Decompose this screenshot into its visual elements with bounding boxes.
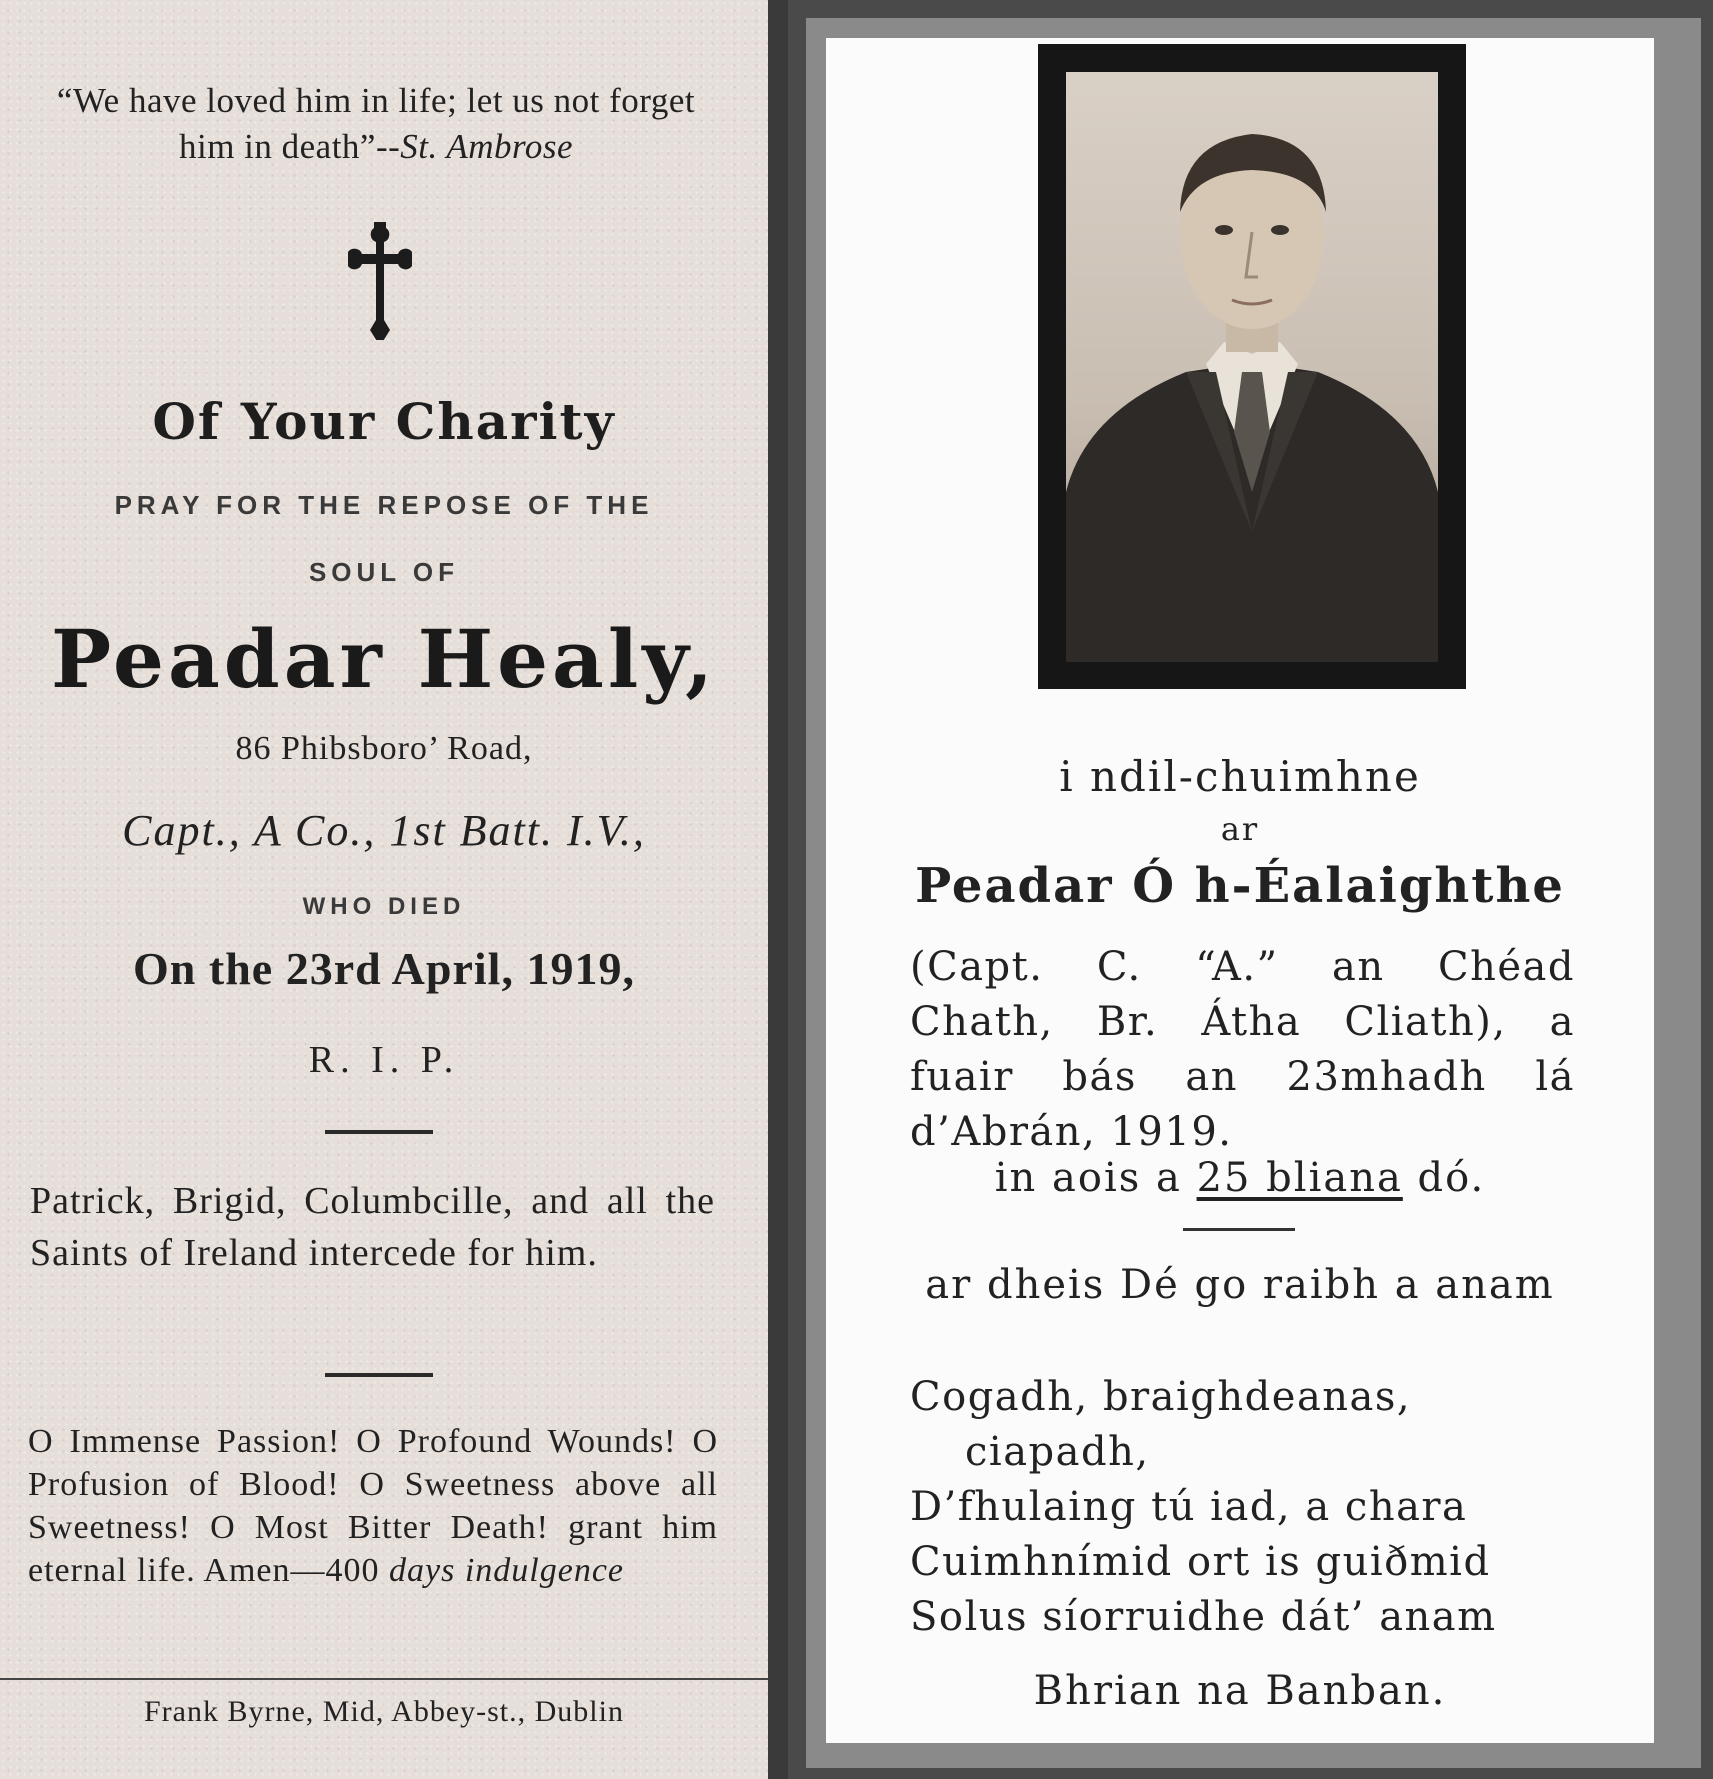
ambrose-quote bbox=[26, 78, 726, 170]
service-details: (Capt. C. “A.” an Chéad Chath, Br. Átha Cliath), a fuair bás an 23mhadh lá d’Abrán, 1919. bbox=[910, 944, 1575, 1155]
verse-line: D’fhulaing tú iad, a chara bbox=[910, 1484, 1468, 1530]
rip: R. I. P. bbox=[308, 1039, 460, 1081]
age-value: 25 bliana bbox=[1196, 1155, 1403, 1201]
address: 86 Phibsboro’ Road, bbox=[235, 730, 533, 767]
verse-line: ciapadh, bbox=[965, 1429, 1150, 1475]
blessing: ar dheis Dé go raibh a anam bbox=[925, 1262, 1555, 1308]
verse-line: Cogadh, braighdeanas, bbox=[910, 1374, 1412, 1420]
ar-line: ar bbox=[1220, 810, 1260, 848]
age-line bbox=[826, 1155, 1654, 1201]
quote-text: “We have loved him in life; let us not forget him in death”-- bbox=[56, 81, 696, 166]
pray-line: PRAY FOR THE REPOSE OF THE bbox=[114, 490, 654, 520]
death-date: On the 23rd April, 1919, bbox=[133, 943, 635, 994]
irish-name: Peadar Ó h-Éalaighthe bbox=[915, 858, 1565, 914]
memorial-card-english bbox=[0, 0, 768, 1779]
divider bbox=[325, 1373, 433, 1377]
indulgence: days indulgence bbox=[389, 1552, 625, 1589]
footer-divider bbox=[0, 1678, 768, 1680]
age-prefix: in aois a bbox=[994, 1155, 1182, 1201]
who-died: WHO DIED bbox=[302, 893, 466, 920]
verse-line: Cuimhnímid ort is guiðmid bbox=[910, 1539, 1491, 1585]
portrait-photo bbox=[1066, 72, 1438, 662]
passion-prayer bbox=[28, 1420, 718, 1592]
divider bbox=[1183, 1228, 1295, 1231]
printer-credit: Frank Byrne, Mid, Abbey-st., Dublin bbox=[144, 1695, 624, 1728]
quote-author: St. Ambrose bbox=[400, 127, 574, 166]
age-suffix: dó. bbox=[1417, 1155, 1486, 1201]
saints-prayer: Patrick, Brigid, Columbcille, and all the Saints of Ireland intercede for him. bbox=[30, 1180, 715, 1274]
rank: Capt., A Co., 1st Batt. I.V., bbox=[122, 806, 646, 855]
soul-line: SOUL OF bbox=[308, 557, 460, 587]
divider bbox=[325, 1130, 433, 1134]
cross-icon bbox=[342, 222, 418, 340]
charity-heading: Of Your Charity bbox=[152, 392, 616, 451]
portrait-figure bbox=[1066, 72, 1438, 662]
closing-line: Bhrian na Banban. bbox=[1033, 1668, 1447, 1714]
passion-prayer-text: O Immense Passion! O Profound Wounds! O Profusion of Blood! O Sweetness above all Sweetness! O Most Bitter Death! grant him eternal life. Amen—400 bbox=[28, 1423, 718, 1589]
verse-line: Solus síorruidhe dát’ anam bbox=[910, 1594, 1497, 1640]
deceased-name: Peadar Healy, bbox=[51, 612, 717, 706]
memory-line: i ndil-chuimhne bbox=[1059, 752, 1421, 801]
card-gap bbox=[768, 0, 788, 1779]
